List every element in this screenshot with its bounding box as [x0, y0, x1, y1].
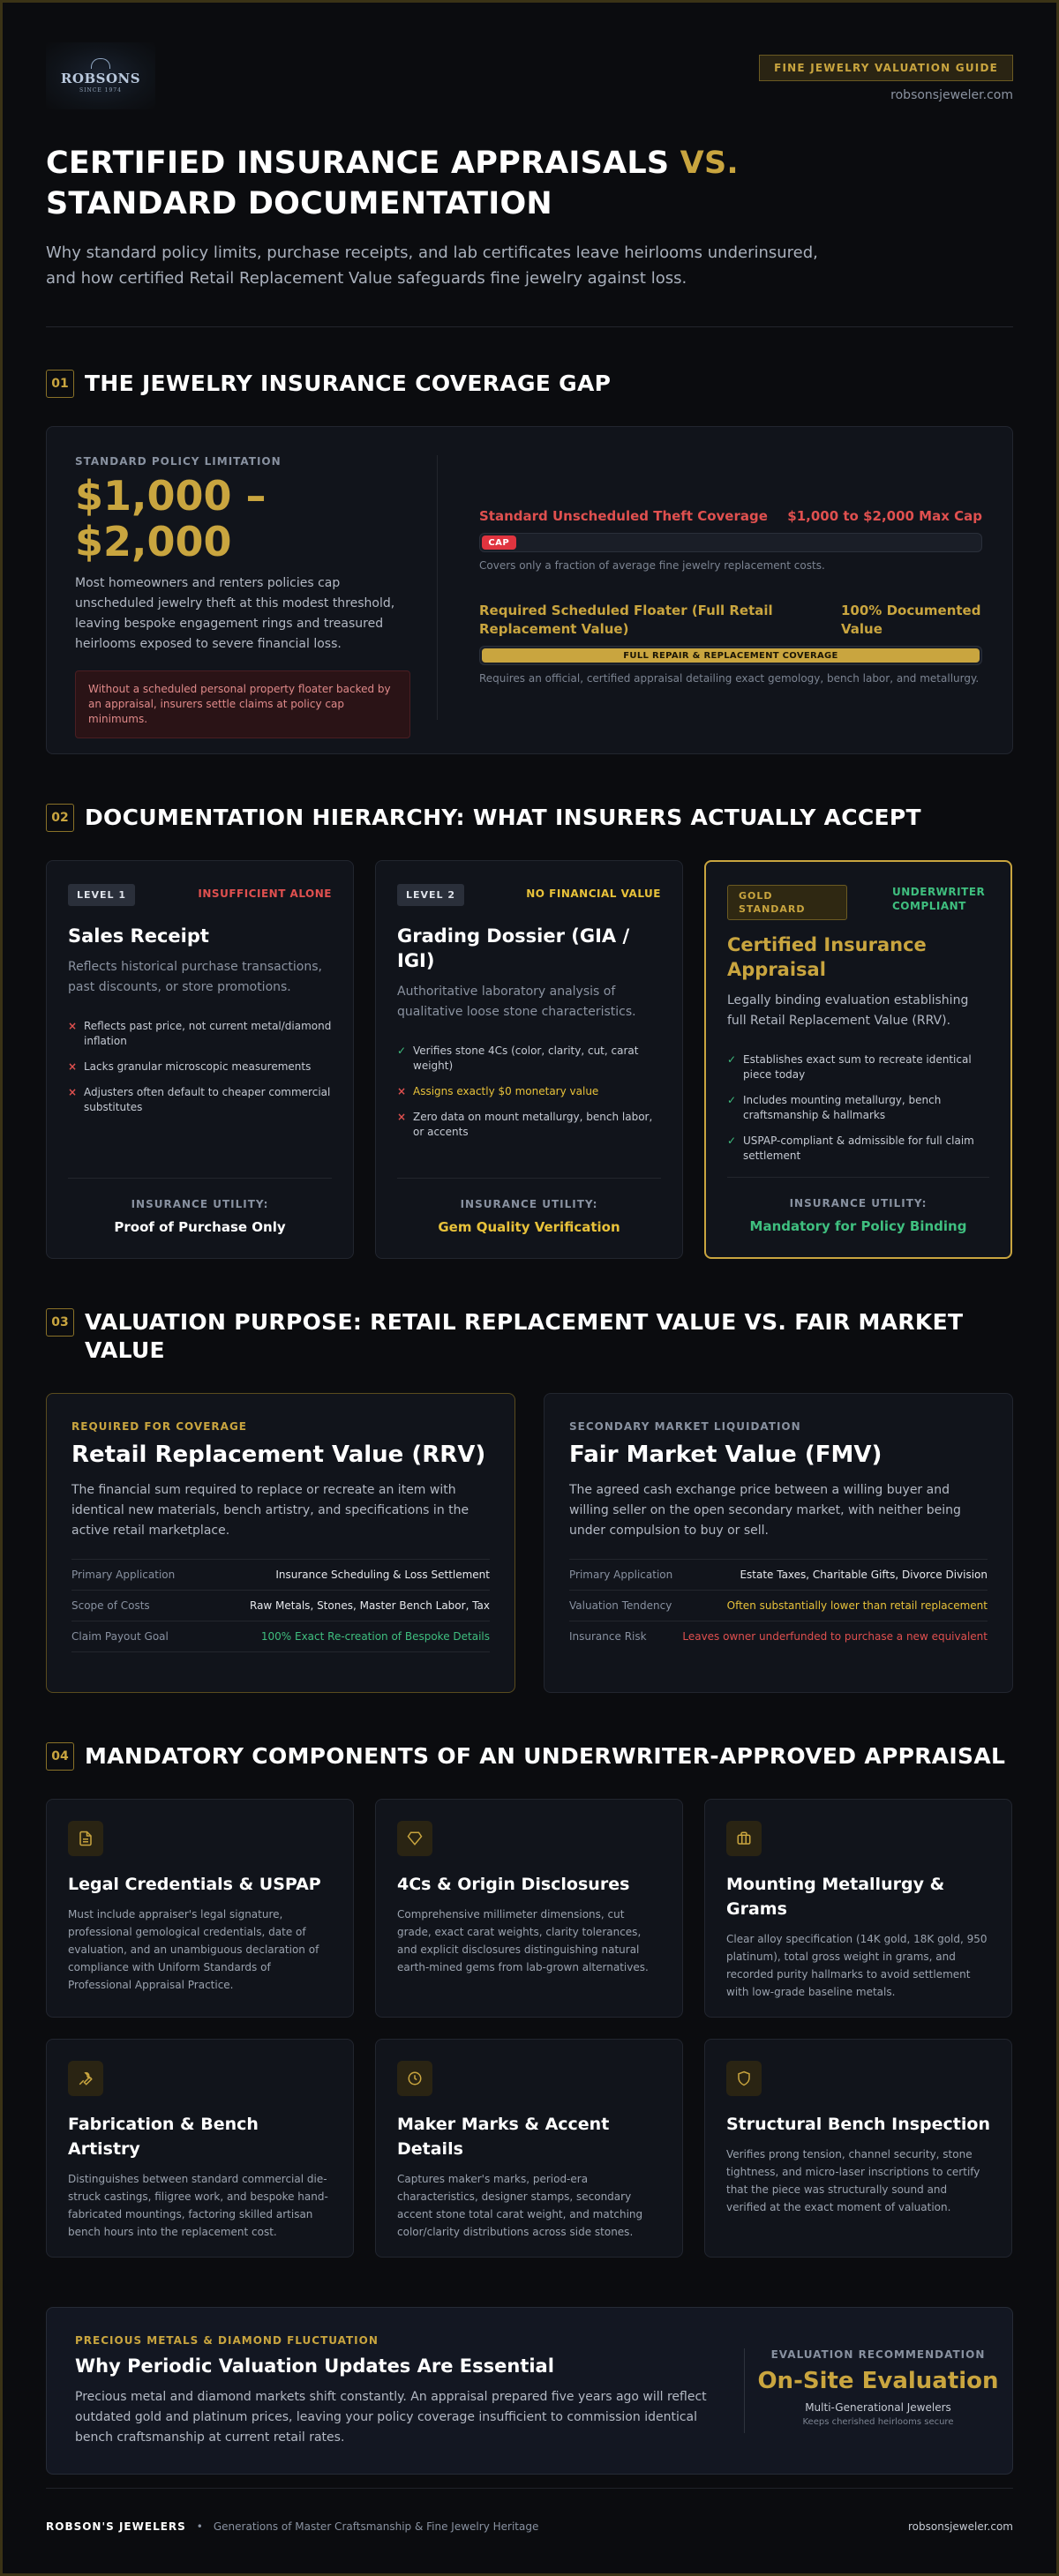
callout-description: Precious metal and diamond markets shift constantly. An appraisal prepared five years ago will reflect outdated gold and platinum prices, leaving your policy coverage insufficient to commission identical bench craftsmanship at current retail rates. — [75, 2390, 707, 2445]
tier-bullets — [68, 1019, 332, 1115]
tier-description: Legally binding evaluation establishing full Retail Replacement Value (RRV). — [727, 993, 969, 1028]
logo-wordmark: ROBSONS — [60, 71, 141, 86]
footer-tagline: Generations of Master Craftsmanship & Fine Jewelry Heritage — [213, 2520, 539, 2533]
tier-description: Reflects historical purchase transactions, past discounts, or store promotions. — [68, 960, 322, 994]
component-title: 4Cs & Origin Disclosures — [397, 1875, 630, 1894]
tier-card-sales-receipt — [46, 860, 354, 1259]
list-item — [727, 1093, 989, 1123]
fmv-card — [544, 1393, 1013, 1693]
table-row — [569, 1559, 988, 1590]
list-item — [68, 1085, 332, 1115]
card-description: The financial sum required to replace or recreate an item with identical new materials, bench artistry, and specifications in the active retail marketplace. — [71, 1483, 469, 1538]
x-icon: × — [397, 1111, 407, 1123]
bullet-text: Lacks granular microscopic measurements — [84, 1060, 312, 1073]
recommendation-note: Keeps cherished heirlooms secure — [802, 2417, 954, 2427]
card-description: The agreed cash exchange price between a willing buyer and willing seller on the open secondary market, with neither being under compulsion to buy or sell. — [569, 1483, 961, 1538]
section-title: MANDATORY COMPONENTS OF AN UNDERWRITER-APPROVED APPRAISAL — [85, 1743, 1006, 1769]
component-title: Mounting Metallurgy & Grams — [726, 1875, 945, 1919]
callout-eyebrow: PRECIOUS METALS & DIAMOND FLUCTUATION — [75, 2334, 379, 2347]
header — [46, 0, 1013, 132]
tier-card-certified-appraisal — [704, 860, 1012, 1259]
check-icon: ✓ — [727, 1094, 737, 1106]
x-icon: × — [68, 1020, 78, 1032]
policy-limit-panel — [75, 455, 410, 738]
tier-description: Authoritative laboratory analysis of qualitative loose stone characteristics. — [397, 985, 636, 1019]
utility-value: Mandatory for Policy Binding — [749, 1218, 967, 1234]
bullet-text: Includes mounting metallurgy, bench craftsmanship & hallmarks — [743, 1094, 942, 1121]
check-icon: ✓ — [397, 1045, 407, 1057]
title-vs: VS. — [680, 146, 739, 181]
tier-utility — [397, 1178, 661, 1235]
status-tag: NO FINANCIAL VALUE — [526, 887, 661, 900]
clock-icon — [397, 2061, 432, 2096]
section-title: THE JEWELRY INSURANCE COVERAGE GAP — [85, 371, 612, 396]
brand-logo[interactable] — [46, 42, 155, 109]
callout-title: Why Periodic Valuation Updates Are Essential — [75, 2355, 554, 2377]
component-card-maker-marks — [375, 2039, 683, 2258]
bullet-text: Adjusters often default to cheaper commercial substitutes — [84, 1086, 331, 1113]
guide-badge: FINE JEWELRY VALUATION GUIDE — [759, 55, 1013, 81]
table-row — [71, 1559, 490, 1590]
page-title — [46, 143, 1013, 224]
row-key: Insurance Risk — [569, 1630, 647, 1643]
status-tag: INSUFFICIENT ALONE — [198, 887, 332, 900]
bullet-text: Establishes exact sum to recreate identical piece today — [743, 1053, 972, 1081]
meter-value: 100% Documented Value — [841, 603, 981, 637]
table-row — [569, 1621, 988, 1651]
site-url-link[interactable]: robsonsjeweler.com — [890, 88, 1013, 102]
meter-note: Requires an official, certified appraisal detailing exact gemology, bench labor, and metallurgy. — [479, 672, 980, 685]
row-value: Often substantially lower than retail replacement — [726, 1599, 988, 1612]
section-2-heading — [46, 804, 1013, 832]
bullet-text: USPAP-compliant & admissible for full claim settlement — [743, 1134, 974, 1162]
component-title: Maker Marks & Accent Details — [397, 2115, 610, 2159]
utility-label: INSURANCE UTILITY: — [131, 1198, 269, 1210]
recommendation-subtitle: Multi-Generational Jewelers — [805, 2401, 951, 2414]
valuation-comparison — [46, 1393, 1013, 1693]
policy-limit-eyebrow: STANDARD POLICY LIMITATION — [75, 455, 282, 468]
components-grid — [46, 1799, 1013, 2258]
meter-fill-cap: CAP — [482, 535, 516, 550]
row-value: Leaves owner underfunded to purchase a new equivalent — [682, 1630, 988, 1643]
row-value: Estate Taxes, Charitable Gifts, Divorce Division — [740, 1569, 988, 1581]
meter-scheduled — [479, 602, 982, 685]
status-tag: UNDERWRITER COMPLIANT — [892, 886, 986, 912]
check-icon: ✓ — [727, 1134, 737, 1147]
shield-icon — [726, 2061, 762, 2096]
briefcase-icon — [726, 1821, 762, 1856]
meter-track — [479, 646, 982, 665]
divider — [46, 326, 1013, 327]
section-3-heading — [46, 1308, 1013, 1365]
list-item — [727, 1134, 989, 1164]
bullet-text: Verifies stone 4Cs (color, clarity, cut, carat weight) — [413, 1045, 639, 1072]
card-title: Retail Replacement Value (RRV) — [71, 1442, 486, 1468]
card-eyebrow: REQUIRED FOR COVERAGE — [71, 1420, 247, 1433]
logo-since: SINCE 1974 — [79, 87, 122, 94]
row-value: Insurance Scheduling & Loss Settlement — [275, 1569, 490, 1581]
bullet-text: Assigns exactly $0 monetary value — [413, 1085, 599, 1097]
list-item — [68, 1060, 332, 1075]
page — [46, 0, 1013, 2533]
row-key: Primary Application — [71, 1569, 176, 1581]
component-description: Clear alloy specification (14K gold, 18K gold, 950 platinum), total gross weight in grams, and recorded purity hallmarks to avoid settlement with low-grade baseline metals. — [726, 1933, 988, 1998]
rrv-card — [46, 1393, 515, 1693]
meter-note: Covers only a fraction of average fine jewelry replacement costs. — [479, 559, 825, 572]
document-icon — [68, 1821, 103, 1856]
tier-card-grading-dossier — [375, 860, 683, 1259]
meter-label: Required Scheduled Floater (Full Retail Replacement Value) — [479, 603, 773, 637]
utility-label: INSURANCE UTILITY: — [460, 1198, 598, 1210]
level-badge: LEVEL 2 — [397, 884, 464, 906]
footer-brand: ROBSON'S JEWELERS — [46, 2520, 186, 2533]
component-description: Captures maker's marks, period-era characteristics, designer stamps, secondary accent stone total carat weight, and matching color/clarity distributions across side stones. — [397, 2173, 643, 2238]
component-title: Legal Credentials & USPAP — [68, 1875, 321, 1894]
policy-warning: Without a scheduled personal property floater backed by an appraisal, insurers settle claims at policy cap minimums. — [75, 670, 410, 738]
row-value: 100% Exact Re-creation of Bespoke Details — [260, 1630, 490, 1643]
bullet-text: Zero data on mount metallurgy, bench labor, or accents — [413, 1111, 653, 1138]
meter-value: $1,000 to $2,000 Max Cap — [787, 508, 982, 524]
logo-crest-icon — [91, 58, 110, 69]
callout-body — [75, 2334, 710, 2448]
component-description: Distinguishes between standard commercial die-struck castings, filigree work, and bespoke hand-fabricated mountings, factoring skilled artisan bench hours into the replacement cost. — [68, 2173, 328, 2238]
x-icon: × — [68, 1060, 78, 1073]
x-icon: × — [68, 1086, 78, 1098]
page-subtitle: Why standard policy limits, purchase receipts, and lab certificates leave heirlooms underinsured, and how certified Retail Replacement Value safeguards fine jewelry against loss. — [46, 243, 818, 288]
meter-track — [479, 533, 982, 552]
row-value: Raw Metals, Stones, Master Bench Labor, Tax — [250, 1599, 490, 1612]
utility-label: INSURANCE UTILITY: — [789, 1197, 928, 1209]
coverage-gap-card — [46, 426, 1013, 754]
check-icon: ✓ — [727, 1053, 737, 1066]
card-eyebrow: SECONDARY MARKET LIQUIDATION — [569, 1420, 801, 1433]
component-card-fabrication — [46, 2039, 354, 2258]
row-key: Primary Application — [569, 1569, 673, 1581]
component-description: Verifies prong tension, channel security, stone tightness, and micro-laser inscriptions to certify that the piece was structurally sound and verified at the exact moment of valuation. — [726, 2148, 980, 2213]
recommendation-value[interactable]: On-Site Evaluation — [757, 2368, 999, 2394]
component-card-structural — [704, 2039, 1012, 2258]
list-item — [397, 1044, 661, 1074]
section-4-heading — [46, 1742, 1013, 1771]
valuation-update-callout — [46, 2307, 1013, 2475]
footer — [46, 2488, 1013, 2533]
section-title: VALUATION PURPOSE: RETAIL REPLACEMENT VALUE VS. FAIR MARKET VALUE — [85, 1309, 964, 1363]
tier-title: Certified Insurance Appraisal — [727, 934, 927, 980]
card-title: Fair Market Value (FMV) — [569, 1442, 882, 1468]
documentation-tiers — [46, 860, 1013, 1259]
component-card-legal — [46, 1799, 354, 2018]
section-number: 01 — [46, 370, 74, 398]
comparison-table — [71, 1559, 490, 1652]
title-part1: CERTIFIED INSURANCE APPRAISALS — [46, 146, 670, 181]
table-row — [71, 1621, 490, 1652]
level-badge: LEVEL 1 — [68, 884, 135, 906]
utility-value: Proof of Purchase Only — [114, 1219, 286, 1235]
policy-limit-description: Most homeowners and renters policies cap unscheduled jewelry theft at this modest threshold, leaving bespoke engagement rings and treasured heirlooms exposed to severe financial loss. — [75, 576, 395, 651]
coverage-meters — [479, 508, 982, 685]
tier-bullets — [397, 1044, 661, 1140]
wrench-icon — [68, 2061, 103, 2096]
section-number: 02 — [46, 804, 74, 832]
component-card-4cs — [375, 1799, 683, 2018]
row-key: Scope of Costs — [71, 1599, 150, 1612]
x-icon: × — [397, 1085, 407, 1097]
component-description: Comprehensive millimeter dimensions, cut grade, exact carat weights, clarity tolerances, and explicit disclosures distinguishing natural earth-mined gems from lab-grown alternatives. — [397, 1908, 649, 1973]
bullet-text: Reflects past price, not current metal/diamond inflation — [84, 1020, 332, 1047]
component-description: Must include appraiser's legal signature, professional gemological credentials, date of evaluation, and an unambiguous declaration of compliance with Uniform Standards of Professional Appraisal Practice. — [68, 1908, 319, 1991]
meter-label: Standard Unscheduled Theft Coverage — [479, 508, 768, 524]
footer-url-link[interactable]: robsonsjeweler.com — [908, 2520, 1013, 2533]
meter-unscheduled — [479, 508, 982, 572]
title-part2: STANDARD DOCUMENTATION — [46, 186, 552, 221]
component-title: Fabrication & Bench Artistry — [68, 2115, 259, 2159]
evaluation-recommendation — [744, 2348, 1012, 2427]
component-title: Structural Bench Inspection — [726, 2115, 990, 2134]
table-row — [569, 1590, 988, 1621]
meter-fill-full: FULL REPAIR & REPLACEMENT COVERAGE — [482, 648, 980, 663]
table-row — [71, 1590, 490, 1621]
section-title: DOCUMENTATION HIERARCHY: WHAT INSURERS ACTUALLY ACCEPT — [85, 805, 921, 830]
tier-title: Grading Dossier (GIA / IGI) — [397, 925, 630, 971]
comparison-table — [569, 1559, 988, 1651]
footer-separator: • — [196, 2520, 203, 2533]
tier-bullets — [727, 1052, 989, 1164]
tier-title: Sales Receipt — [68, 925, 209, 947]
component-card-metallurgy — [704, 1799, 1012, 2018]
tier-utility — [68, 1178, 332, 1235]
tier-utility — [727, 1177, 989, 1234]
list-item — [68, 1019, 332, 1049]
level-badge: GOLD STANDARD — [727, 885, 847, 920]
row-key: Claim Payout Goal — [71, 1630, 169, 1643]
diamond-icon — [397, 1821, 432, 1856]
section-number: 03 — [46, 1308, 74, 1337]
list-item — [397, 1110, 661, 1140]
list-item — [727, 1052, 989, 1082]
section-number: 04 — [46, 1742, 74, 1771]
policy-limit-amount: $1,000 – $2,000 — [75, 472, 267, 565]
utility-value: Gem Quality Verification — [438, 1219, 620, 1235]
row-key: Valuation Tendency — [569, 1599, 672, 1612]
section-1-heading — [46, 370, 1013, 398]
recommendation-label: EVALUATION RECOMMENDATION — [770, 2348, 986, 2361]
list-item — [397, 1084, 661, 1099]
divider — [437, 455, 438, 720]
